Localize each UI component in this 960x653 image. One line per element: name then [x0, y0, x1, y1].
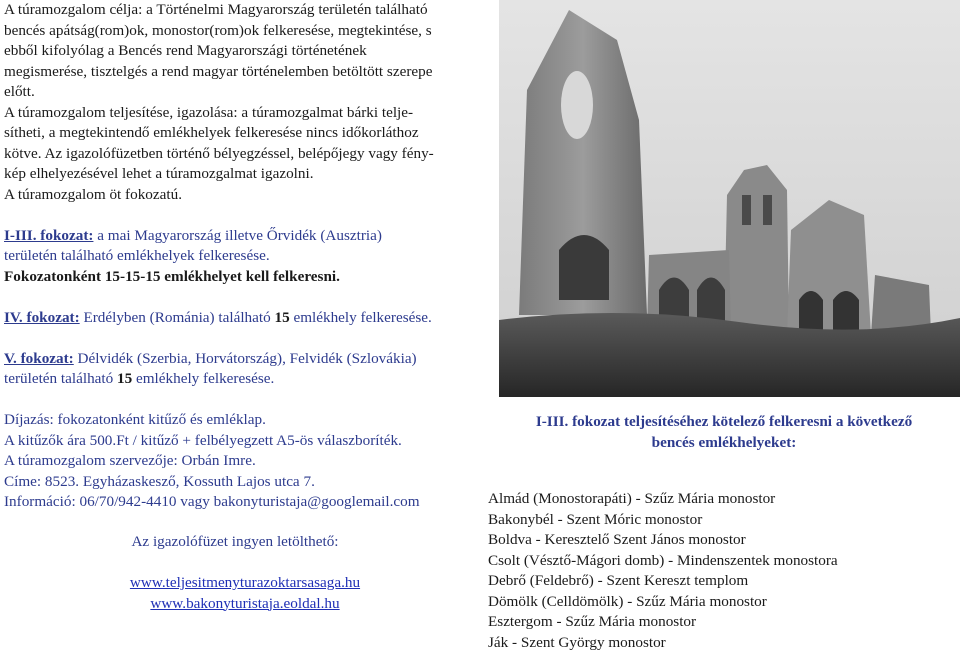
list-item: Esztergom - Szűz Mária monostor	[488, 612, 960, 633]
level-5-count: 15	[117, 370, 132, 387]
text-line: kép elhelyezésével lehet a túramozgalmat igazolni.	[4, 164, 490, 185]
contact-line: Információ: 06/70/942-4410 vagy bakonyturistaja@googlemail.com	[4, 492, 490, 513]
fee-line: A kitűzők ára 500.Ft / kitűző + felbélyegzett A5-ös válaszboríték.	[4, 431, 490, 452]
main-text	[0, 0, 490, 614]
text-line: sítheti, a megtekintendő emlékhelyek felkeresése nincs időkorláthoz	[4, 123, 490, 144]
list-item: Debrő (Feldebrő) - Szent Kereszt templom	[488, 571, 960, 592]
list-item: Boldva - Keresztelő Szent János monostor	[488, 530, 960, 551]
level-4-block	[4, 308, 490, 329]
list-item: Csolt (Vésztő-Mágori domb) - Mindenszentek monostora	[488, 551, 960, 572]
organizer-line: A túramozgalom szervezője: Orbán Imre.	[4, 451, 490, 472]
level-5-tail: emlékhely felkeresése.	[132, 370, 274, 387]
level-1-3-requirement: Fokozatonként 15-15-15 emlékhelyet kell felkeresni.	[4, 267, 490, 288]
level-4-count: 15	[275, 309, 290, 326]
level-1-3-name: I-III. fokozat:	[4, 227, 93, 244]
level-1-3-block	[0, 226, 490, 288]
levels-count-line: A túramozgalom öt fokozatú.	[4, 185, 490, 206]
text-line: bencés apátság(rom)ok, monostor(rom)ok felkeresése, megtekintése, s	[4, 21, 490, 42]
level-5-name: V. fokozat:	[4, 350, 74, 367]
abbey-ruin-photo	[499, 0, 960, 397]
link-bakonyturistaja[interactable]: www.bakonyturistaja.eoldal.hu	[150, 595, 339, 612]
list-item: Ják - Szent György monostor	[488, 633, 960, 653]
link-teljesitmenyturazok[interactable]: www.teljesitmenyturazoktarsasaga.hu	[130, 574, 360, 591]
text-line: kötve. Az igazolófüzetben történő bélyegzéssel, belépőjegy vagy fény-	[4, 144, 490, 165]
level-5-text: Délvidék (Szerbia, Horvátország), Felvidék (Szlovákia)	[74, 350, 417, 367]
text-line: megismerése, tisztelgés a rend magyar történelemben betöltött szerepe	[4, 62, 490, 83]
completion-paragraph	[0, 103, 490, 206]
address-line: Címe: 8523. Egyházaskesző, Kossuth Lajos utca 7.	[4, 472, 490, 493]
download-links	[0, 573, 490, 614]
list-item: Almád (Monostorapáti) - Szűz Mária monostor	[488, 489, 960, 510]
text-line: A túramozgalom teljesítése, igazolása: a túramozgalmat bárki telje-	[4, 103, 490, 124]
download-text: Az igazolófüzet ingyen letölthető:	[0, 532, 470, 553]
level-4-tail: emlékhely felkeresése.	[290, 309, 432, 326]
fees-block	[0, 410, 490, 513]
sites-heading	[488, 412, 960, 453]
purpose-paragraph	[0, 0, 490, 103]
level-4-name: IV. fokozat:	[4, 309, 80, 326]
fee-line: Díjazás: fokozatonként kitűző és emléklap.	[4, 410, 490, 431]
ruin-drawing	[499, 0, 960, 397]
text-line: A túramozgalom célja: a Történelmi Magyarország területén található	[4, 0, 490, 21]
level-5-block	[0, 349, 490, 390]
sites-list	[488, 489, 960, 653]
sites-heading-line: I-III. fokozat teljesítéséhez kötelező felkeresni a következő	[488, 412, 960, 433]
list-item: Bakonybél - Szent Móric monostor	[488, 510, 960, 531]
level-1-3-text: a mai Magyarország illetve Őrvidék (Ausztria)	[93, 227, 381, 244]
sites-heading-line: bencés emlékhelyeket:	[488, 433, 960, 454]
text-line: előtt.	[4, 82, 490, 103]
text-line: ebből kifolyólag a Bencés rend Magyarországi történetének	[4, 41, 490, 62]
list-item: Dömölk (Celldömölk) - Szűz Mária monostor	[488, 592, 960, 613]
sites-column	[488, 412, 960, 653]
level-5-text2: területén található	[4, 370, 117, 387]
level-4-text: Erdélyben (Románia) található	[80, 309, 275, 326]
level-1-3-text2: területén található emlékhelyek felkeresése.	[4, 246, 490, 267]
